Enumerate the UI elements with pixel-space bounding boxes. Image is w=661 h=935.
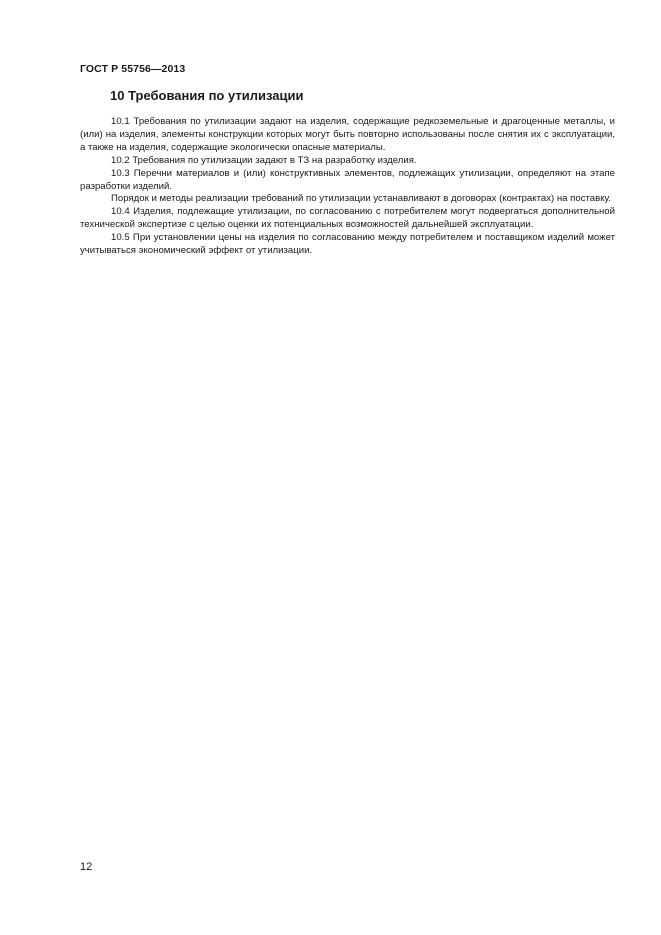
page-number: 12 — [80, 861, 93, 873]
standard-code-header: ГОСТ Р 55756—2013 — [80, 63, 186, 75]
paragraph-10-4: 10.4 Изделия, подлежащие утилизации, по согласованию с потребителем могут подвергаться дополнительной технической экспертизе с целью оценки их потенциальных возможностей дальнейшей эксплуатации. — [80, 206, 615, 231]
paragraph-10-3: 10.3 Перечни материалов и (или) конструктивных элементов, подлежащих утилизации, определяют на этапе разработки изделий. — [80, 167, 615, 192]
paragraph-procedure: Порядок и методы реализации требований по утилизации устанавливают в договорах (контрактах) на поставку. — [111, 193, 611, 205]
paragraph-10-1: 10.1 Требования по утилизации задают на изделия, содержащие редкоземельные и драгоценные металлы, и (или) на изделия, элементы конструкции которых могут быть повторно использованы после снятия их с эксплуатации, а также на изделия, содержащие экологически опасные материалы. — [80, 116, 615, 153]
section-title: 10 Требования по утилизации — [110, 88, 304, 103]
paragraph-10-5: 10.5 При установлении цены на изделия по согласованию между потребителем и поставщиком изделий может учитываться экономический эффект от утилизации. — [80, 232, 615, 257]
paragraph-10-2: 10.2 Требования по утилизации задают в ТЗ на разработку изделия. — [111, 154, 417, 166]
section-body — [80, 116, 615, 258]
